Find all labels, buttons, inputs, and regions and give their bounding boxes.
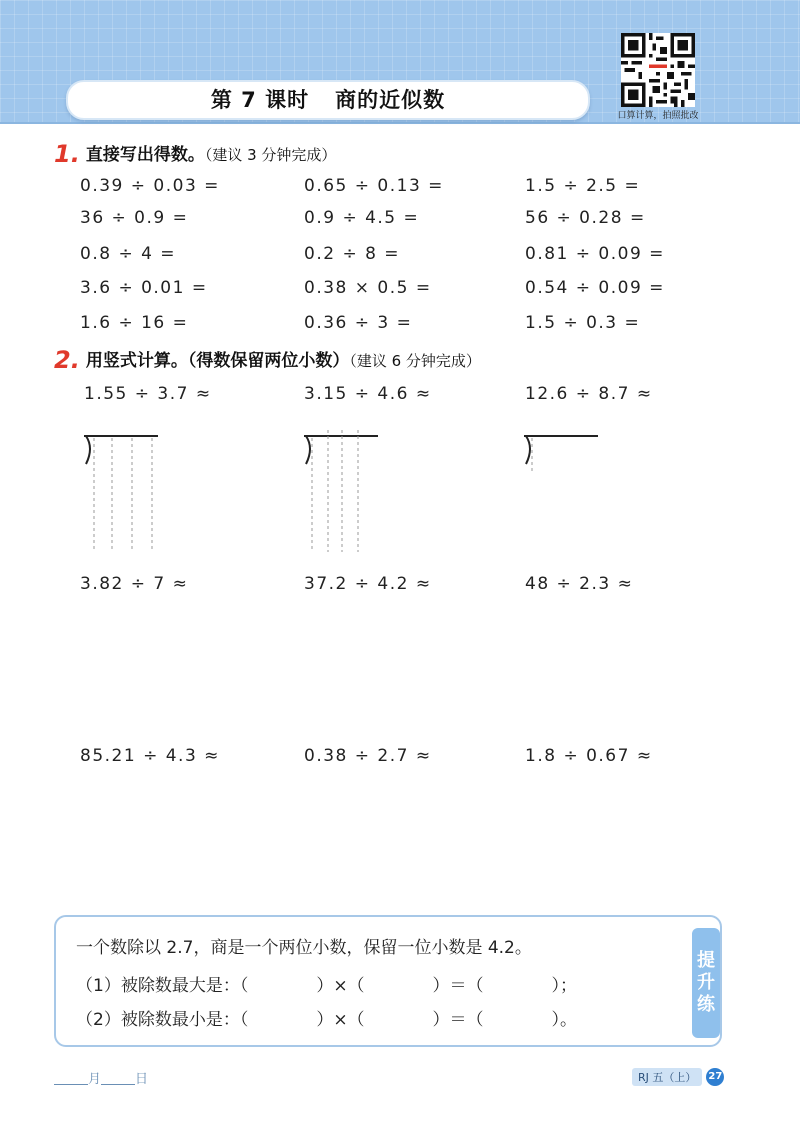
tab-char: 升: [697, 972, 715, 993]
oral-problem: 0.38 × 0.5 =: [304, 278, 432, 298]
division-bracket-guide: [300, 430, 384, 558]
improvement-practice-tab: [692, 928, 720, 1038]
oral-problem: 0.39 ÷ 0.03 =: [80, 176, 220, 196]
long-division-problem: 48 ÷ 2.3 ≈: [525, 574, 634, 594]
lesson-title: 商的近似数: [335, 88, 446, 112]
long-division-problem: 1.55 ÷ 3.7 ≈: [84, 384, 212, 404]
section1-title: 直接写出得数。: [85, 145, 205, 165]
oral-problem: 1.5 ÷ 0.3 =: [525, 313, 641, 333]
page-footer: [632, 1068, 724, 1086]
long-division-problem: 12.6 ÷ 8.7 ≈: [525, 384, 653, 404]
oral-problem: 56 ÷ 0.28 =: [525, 208, 646, 228]
oral-problem: 3.6 ÷ 0.01 =: [80, 278, 208, 298]
improvement-practice-box: [54, 915, 722, 1047]
long-division-problem: 3.15 ÷ 4.6 ≈: [304, 384, 432, 404]
oral-problem: 0.8 ÷ 4 =: [80, 244, 177, 264]
section2-number: 2.: [54, 346, 80, 374]
oral-problem: 0.54 ÷ 0.09 =: [525, 278, 665, 298]
section2-hint: （建议 6 分钟完成）: [349, 352, 481, 370]
tab-char: 提: [697, 950, 715, 971]
long-division-problem: 37.2 ÷ 4.2 ≈: [304, 574, 432, 594]
oral-problem: 0.65 ÷ 0.13 =: [304, 176, 444, 196]
grade-tag: RJ 五（上）: [632, 1068, 702, 1086]
oral-problem: 1.5 ÷ 2.5 =: [525, 176, 641, 196]
date-field: [54, 1068, 148, 1087]
division-bracket-guide: [80, 430, 164, 558]
section2-heading: [54, 346, 481, 374]
oral-problem: 0.2 ÷ 8 =: [304, 244, 401, 264]
lesson-number: 第 7 课时: [210, 88, 310, 112]
division-bracket-guide: [520, 430, 604, 480]
page-title: [66, 80, 590, 120]
qr-caption: 口算计算，拍照批改: [617, 111, 699, 121]
section1-heading: [54, 140, 336, 168]
oral-problem: 0.36 ÷ 3 =: [304, 313, 413, 333]
section1-hint: （建议 3 分钟完成）: [204, 146, 337, 164]
long-division-problem: 3.82 ÷ 7 ≈: [80, 574, 189, 594]
oral-problem: 1.6 ÷ 16 =: [80, 313, 189, 333]
tab-char: 练: [697, 994, 715, 1015]
long-division-problem: 85.21 ÷ 4.3 ≈: [80, 746, 220, 766]
month-label: 月: [88, 1072, 102, 1087]
section2-title: 用竖式计算。（得数保留两位小数）: [85, 351, 350, 371]
qr-code-icon: [621, 33, 695, 107]
page-number-badge: 27: [706, 1068, 724, 1086]
long-division-problem: 1.8 ÷ 0.67 ≈: [525, 746, 653, 766]
day-label: 日: [135, 1072, 149, 1087]
long-division-problem: 0.38 ÷ 2.7 ≈: [304, 746, 432, 766]
practice-question-2: （2）被除数最小是：（ ）×（ ）＝（ ）。: [76, 1010, 578, 1030]
oral-problem: 36 ÷ 0.9 =: [80, 208, 189, 228]
oral-problem: 0.9 ÷ 4.5 =: [304, 208, 420, 228]
oral-problem: 0.81 ÷ 0.09 =: [525, 244, 665, 264]
section1-number: 1.: [54, 140, 80, 168]
practice-question-1: （1）被除数最大是：（ ）×（ ）＝（ ）；: [76, 976, 578, 996]
practice-statement: 一个数除以 2.7，商是一个两位小数，保留一位小数是 4.2。: [76, 938, 532, 958]
